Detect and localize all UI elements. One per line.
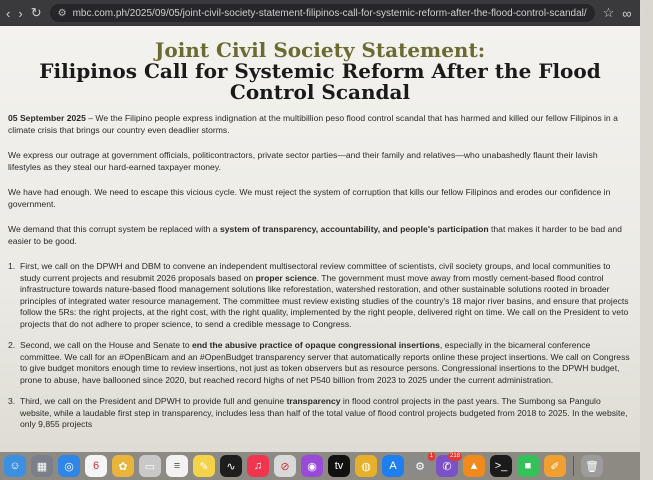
address-bar[interactable] [50,4,595,22]
paragraph-2: We express our outrage at government officials, politicontractors, private sector parties—and their family and relatives—who unabashedly flaunt their lavish lifestyles as they steal our hard-earned taxpayer money. [8,150,598,172]
facetime-glyph: ■ [524,460,532,472]
music-icon[interactable] [247,455,269,477]
settings-icon[interactable] [409,455,431,477]
keynote-icon[interactable] [139,455,161,477]
pages-icon[interactable] [544,455,566,477]
paragraph-4-bold: system of transparency, accountability, and people's participation [219,224,489,234]
list-item-text: Second, we call on the House and Senate to end the abusive practice of opaque congressional insertions, especially in the bicameral conference committee. We call for an #OpenBicam and an #OpenBudget transparency server that automatically reports online these project insertions. We call on Congress to give budget monitors enough time to review insertions, not just as token observers but as resource persons. Congressional insertions to the DPWH budget, prone to abuse, have ballooned since 2020, but reached record highs of net P540 billion from 2023 to 2025 under the current administration. [20,340,630,385]
app-store-icon[interactable] [382,455,404,477]
paragraph-4-text-a: We demand that this corrupt system be replaced with a [8,224,220,234]
chrome-glyph: ◍ [361,460,371,473]
title-line-1: Joint Civil Society Statement: [154,38,486,62]
news-icon[interactable] [274,455,296,477]
list-number: 2. [8,340,16,350]
reminders-glyph: ≡ [173,460,181,472]
calendar-icon[interactable] [85,455,107,477]
paragraph-4 [8,224,632,247]
demands-list [8,261,632,431]
bookmark-star-icon[interactable]: ☆ [602,5,615,20]
app-store-glyph: A [389,460,397,472]
news-glyph: ⊘ [280,460,290,473]
forward-icon[interactable]: › [18,5,23,21]
viber-glyph: ✆ [442,460,452,473]
tv-glyph: tv [334,460,344,472]
list-item-text: First, we call on the DPWH and DBM to convene an independent multisectoral review committee of scientists, civil society groups, and local communities to study current projects and resubmit 2026 proposals based on proper science. The government must move away from mostly cement-based flood control infrastructure towards nature-based flood management solutions like reforestation, watershed restoration, and other sustainable solutions rooted in broader principles of integrated water resource management. The committee must review existing studies of the country's 18 major river basins, and ensure that projects follow the 5Rs: the right projects, at the right cost, with the right quality, implemented by the right people, delivered right on time. We call on the President to veto projects that do not adhere to proper science, to send a credible message to Congress. [20,261,629,329]
vlc-glyph: ▲ [468,460,480,472]
site-info-icon[interactable]: ⚙ [57,7,67,19]
article-page [0,26,640,452]
safari-glyph: ◎ [64,460,74,473]
music-glyph: ♫ [253,460,263,472]
finder-glyph: ☺ [9,460,21,472]
viber-icon[interactable] [436,455,458,477]
vlc-icon[interactable] [463,455,485,477]
finder-icon[interactable] [4,455,26,477]
reminders-icon[interactable] [166,455,188,477]
launchpad-glyph: ▦ [36,460,48,473]
photos-glyph: ✿ [118,460,128,473]
reload-icon[interactable]: ↻ [30,5,42,20]
dock-separator [573,456,574,476]
settings-glyph: ⚙ [415,460,425,473]
article-date: 05 September 2025 [8,113,86,123]
podcasts-glyph: ◉ [307,460,317,473]
menu-icon[interactable]: ⋮ [639,5,653,20]
photos-icon[interactable] [112,455,134,477]
browser-toolbar [0,0,653,26]
list-number: 3. [8,396,16,406]
extension-icon[interactable]: ∞ [622,5,632,21]
terminal-glyph: >_ [494,460,508,472]
facetime-icon[interactable] [517,455,539,477]
podcasts-icon[interactable] [301,455,323,477]
trash-glyph: 🗑 [585,460,599,473]
list-item [8,396,632,431]
pages-glyph: ✐ [550,460,560,473]
trash-icon[interactable] [581,455,603,477]
stocks-icon[interactable] [220,455,242,477]
dock [0,452,640,480]
list-item [8,261,632,330]
notes-icon[interactable] [193,455,215,477]
list-item-text: Third, we call on the President and DPWH to provide full and genuine transparency in flood control projects in the past years. The Sumbong sa Pangulo website, while a laudable first step in transparency, includes less than half of the total value of flood control projects budgeted from 2018 to 2025. In the website, only 9,855 projects [20,396,628,429]
chrome-icon[interactable] [355,455,377,477]
article-title [8,40,632,103]
back-icon[interactable]: ‹ [6,5,11,21]
notification-badge: 218 [449,453,460,459]
list-item [8,340,632,386]
keynote-glyph: ▭ [144,460,156,473]
url-text: mbc.com.ph/2025/09/05/joint-civil-society-statement-filipinos-call-for-systemic-reform-after-the-flood-control-scandal/ [72,7,587,19]
launchpad-icon[interactable] [31,455,53,477]
tv-icon[interactable] [328,455,350,477]
notes-glyph: ✎ [199,460,209,473]
stocks-glyph: ∿ [226,460,236,473]
paragraph-1 [8,113,632,136]
calendar-glyph: 6 [92,460,100,472]
title-line-2: Filipinos Call for Systemic Reform After the Flood Control Scandal [39,59,601,104]
paragraph-3: We have had enough. We need to escape this vicious cycle. We must reject the system of corruption that kills our fellow Filipinos and erodes our confidence in government. [8,187,611,209]
list-number: 1. [8,261,16,271]
notification-badge: 1 [429,453,433,459]
terminal-icon[interactable] [490,455,512,477]
safari-icon[interactable] [58,455,80,477]
paragraph-4-text-c: that makes it harder to be bad and easier to be good. [8,224,622,246]
paragraph-1-text: – We the Filipino people express indignation at the multibillion peso flood control scandal that has harmed and killed our fellow Filipinos in a climate crisis that brings our country even deadlier storms. [8,113,618,135]
